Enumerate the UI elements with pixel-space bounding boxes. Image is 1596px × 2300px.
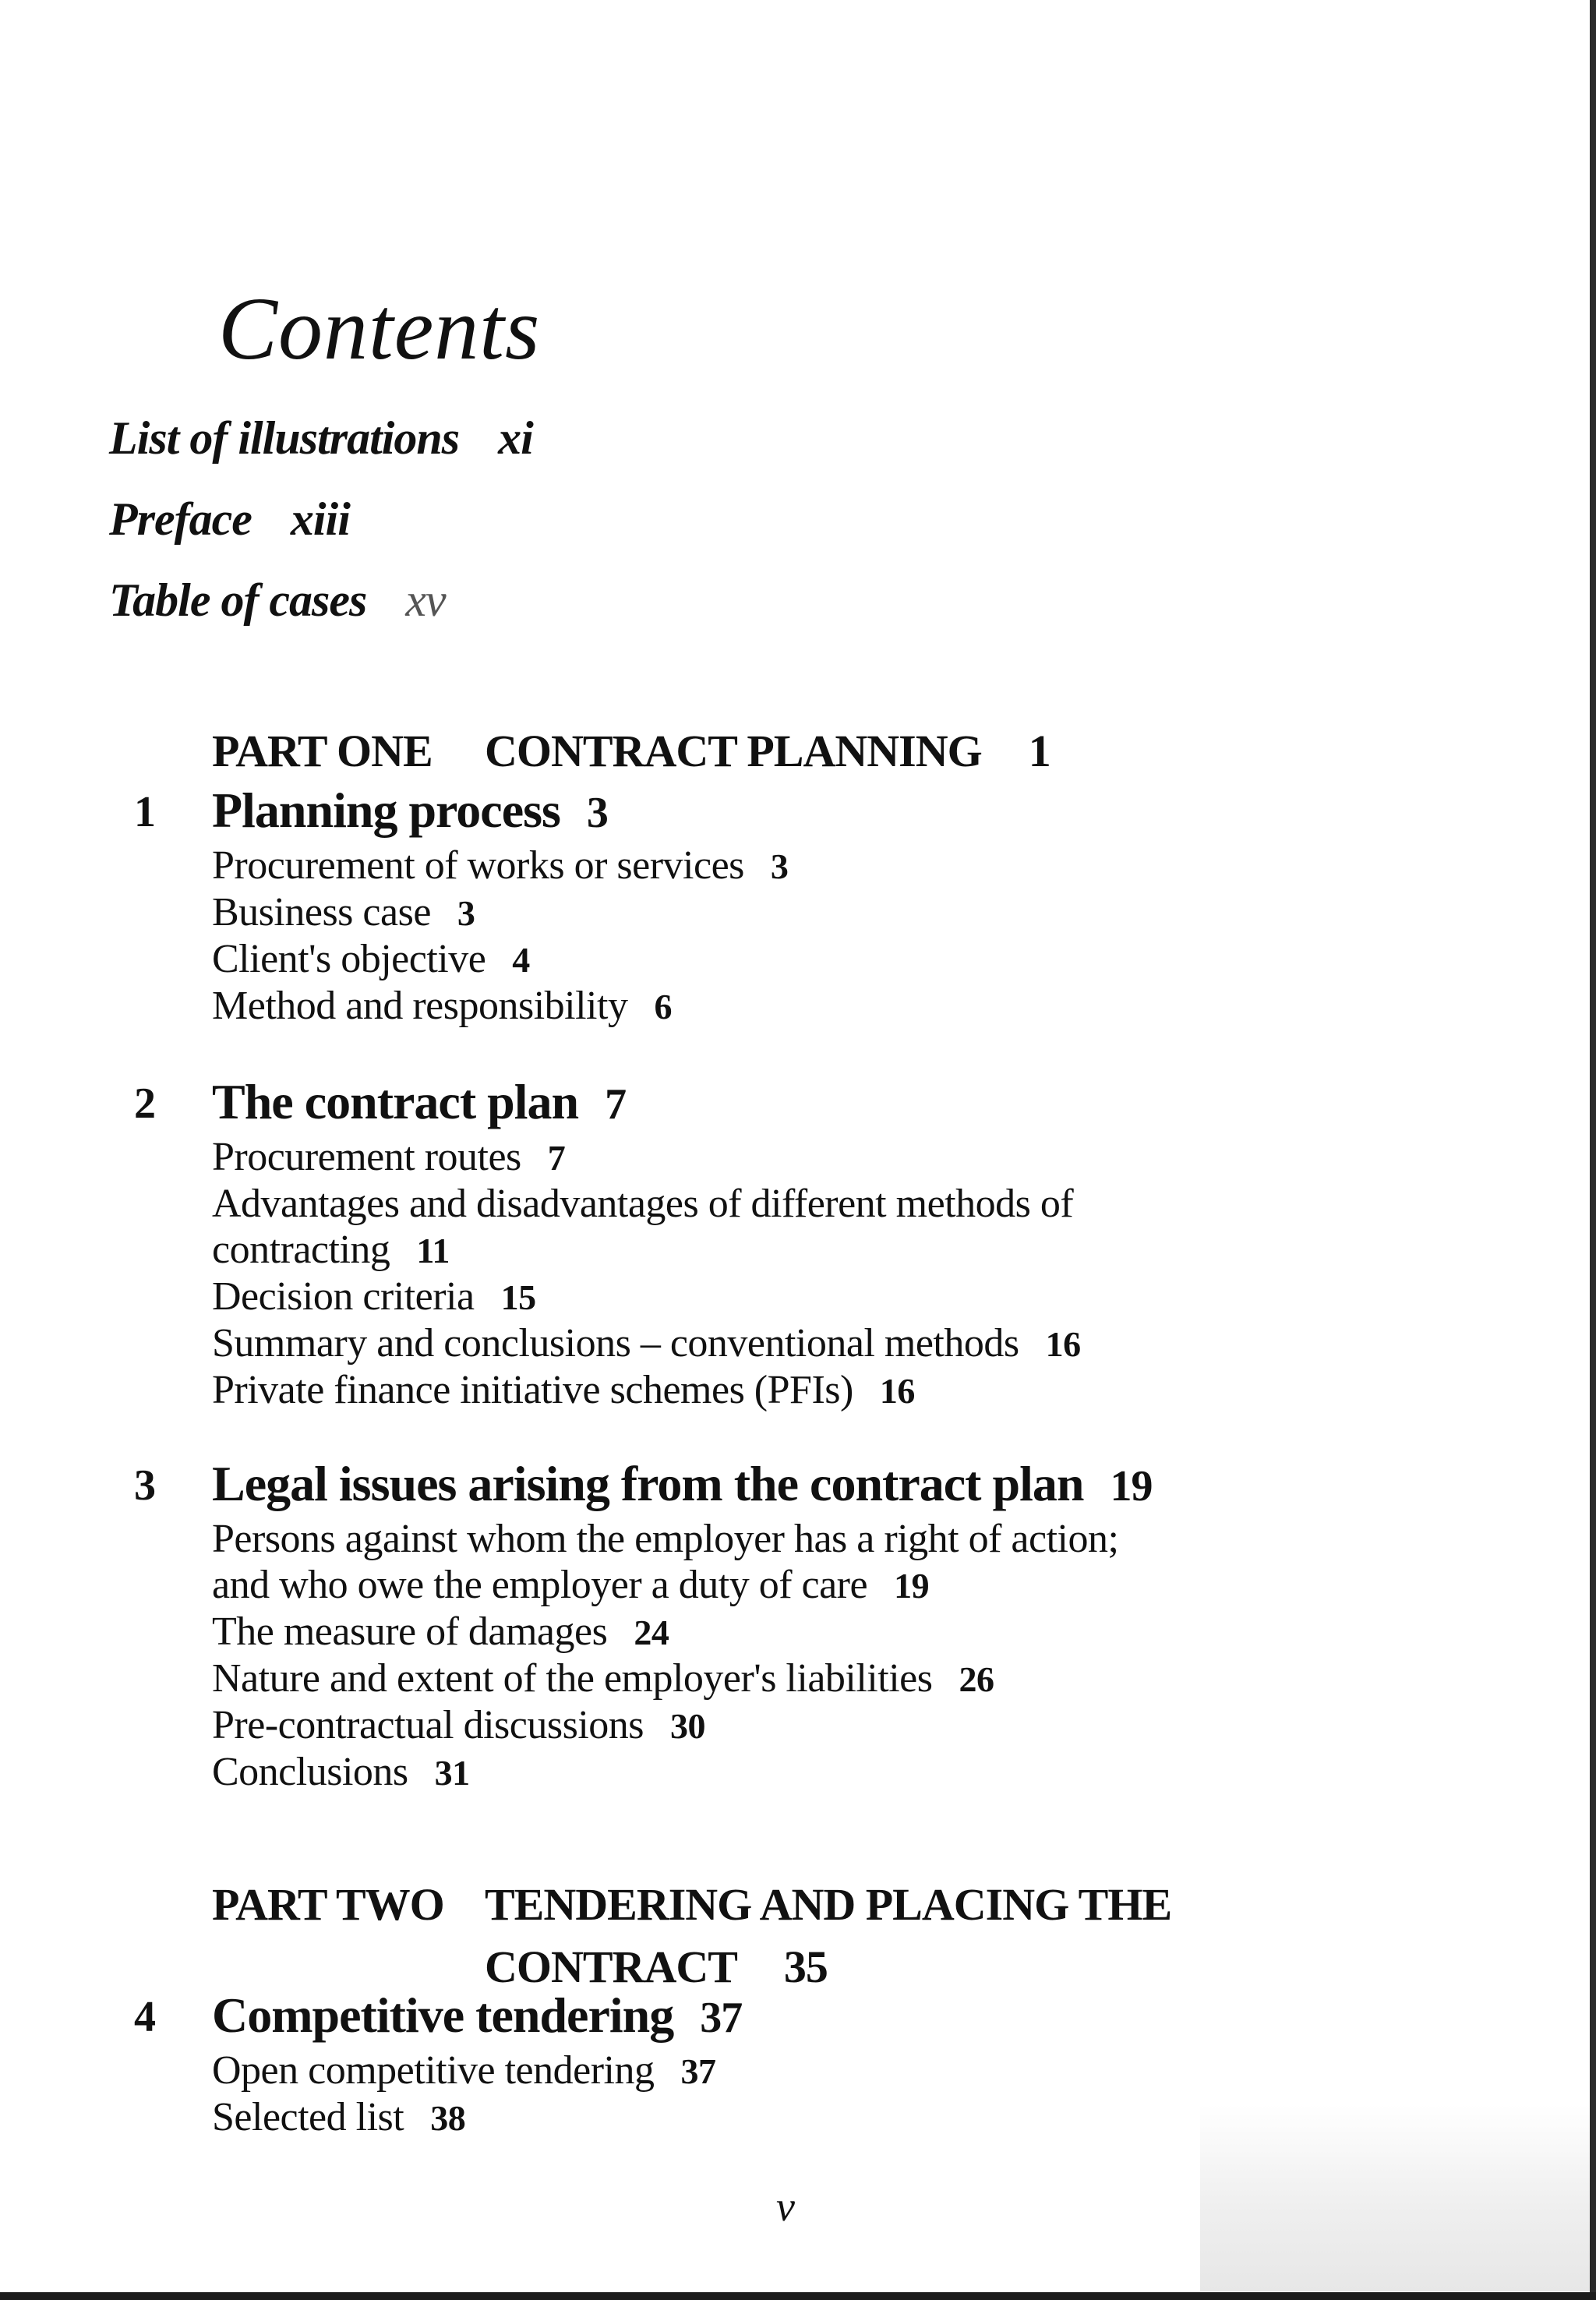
entry-page: 11 [416,1231,450,1270]
part-heading[interactable] [212,1878,1172,1992]
front-matter-page: xiii [290,493,350,545]
entry-text: Nature and extent of the employer's liabilities [212,1656,933,1701]
toc-entry[interactable] [212,1227,1440,1274]
chapter-3 [117,1456,1440,1796]
toc-entry[interactable] [212,1181,1440,1227]
toc-entry[interactable] [212,1320,1440,1367]
part-title [485,725,1050,777]
part-page: 35 [783,1941,828,1992]
toc-entry[interactable] [212,1749,1440,1796]
chapter-number: 4 [134,1993,156,2041]
chapter-title-text: The contract plan [212,1074,579,1129]
chapter-title[interactable] [212,1987,1440,2046]
front-matter-item[interactable] [109,574,446,627]
entry-page: 4 [512,940,530,980]
entry-page: 24 [634,1613,669,1652]
front-matter-label: Preface [109,493,252,545]
chapter-entries [212,1134,1440,1414]
entry-page: 7 [547,1138,566,1178]
front-matter-label: List of illustrations [109,412,460,464]
entry-text: Business case [212,890,431,934]
toc-entry[interactable] [212,983,1440,1030]
part-title: TENDERING AND PLACING THE [485,1879,1172,1930]
chapter-page: 37 [700,1994,743,2042]
chapter-title[interactable] [212,1456,1440,1514]
entry-text: Decision criteria [212,1274,475,1319]
part-title-line2 [485,1941,828,1993]
entry-text: Method and responsibility [212,984,628,1028]
scan-edge-bottom [0,2292,1596,2300]
toc-entry[interactable] [212,1655,1440,1702]
front-matter-item[interactable] [109,493,350,546]
entry-text: Advantages and disadvantages of different methods of [212,1182,1074,1226]
toc-entry[interactable] [212,1274,1440,1320]
entry-page: 26 [959,1659,994,1699]
toc-entry[interactable] [212,843,1440,889]
chapter-1 [117,783,1440,1030]
part-title-text: CONTRACT [485,1941,737,1992]
page-number: v [776,2183,795,2230]
page-title: Contents [218,279,541,379]
chapter-2 [117,1074,1440,1414]
chapter-page: 7 [605,1080,627,1129]
part-title-text: CONTRACT PLANNING [485,726,982,776]
scan-edge-right [1590,0,1596,2300]
front-matter-page: xv [405,574,446,626]
entry-page: 6 [654,987,672,1026]
entry-text: contracting [212,1228,390,1272]
chapter-number: 1 [134,788,156,836]
toc-entry[interactable] [212,2047,1440,2094]
entry-page: 15 [500,1277,536,1317]
entry-page: 16 [1045,1324,1081,1364]
toc-entry[interactable] [212,1516,1440,1562]
part-heading[interactable] [212,725,1050,777]
chapter-title-text: Planning process [212,783,560,838]
chapter-number: 2 [134,1079,156,1128]
chapter-entries [212,1516,1440,1796]
toc-entry[interactable] [212,1609,1440,1655]
entry-text: Persons against whom the employer has a right of action; [212,1517,1119,1561]
entry-page: 3 [457,893,475,933]
entry-page: 16 [879,1371,915,1411]
entry-text: Procurement of works or services [212,843,744,888]
chapter-title[interactable] [212,783,1440,841]
toc-entry[interactable] [212,1562,1440,1609]
entry-text: Client's objective [212,937,486,981]
entry-text: Summary and conclusions – conventional methods [212,1321,1019,1366]
toc-entry[interactable] [212,889,1440,936]
entry-text: Conclusions [212,1750,408,1794]
front-matter-label: Table of cases [109,574,367,626]
entry-text: and who owe the employer a duty of care [212,1563,868,1607]
entry-text: The measure of damages [212,1609,608,1654]
chapter-4 [117,1987,1440,2141]
entry-text: Open competitive tendering [212,2048,655,2093]
toc-entry[interactable] [212,1367,1440,1414]
entry-text: Procurement routes [212,1135,521,1179]
entry-page: 19 [894,1566,930,1606]
entry-page: 38 [430,2098,466,2138]
entry-text: Pre-contractual discussions [212,1703,644,1747]
toc-entry[interactable] [212,1702,1440,1749]
part-page: 1 [1028,726,1050,776]
front-matter-item[interactable] [109,412,533,465]
entry-page: 30 [670,1706,706,1746]
chapter-title[interactable] [212,1074,1440,1132]
entry-text: Private finance initiative schemes (PFIs) [212,1368,853,1412]
chapter-entries [212,843,1440,1030]
chapter-page: 19 [1110,1462,1153,1510]
toc-entry[interactable] [212,1134,1440,1181]
chapter-title-text: Competitive tendering [212,1987,674,2043]
part-label: PART ONE [212,726,433,776]
entry-page: 3 [770,846,789,886]
toc-entry[interactable] [212,936,1440,983]
entry-page: 37 [680,2051,716,2091]
chapter-number: 3 [134,1461,156,1510]
chapter-page: 3 [586,789,608,837]
front-matter-page: xi [498,412,533,464]
entry-page: 31 [434,1753,470,1793]
toc-entry[interactable] [212,2094,1440,2141]
chapter-title-text: Legal issues arising from the contract plan [212,1456,1084,1511]
entry-text: Selected list [212,2095,404,2139]
part-label: PART TWO [212,1879,444,1930]
chapter-entries [212,2047,1440,2141]
